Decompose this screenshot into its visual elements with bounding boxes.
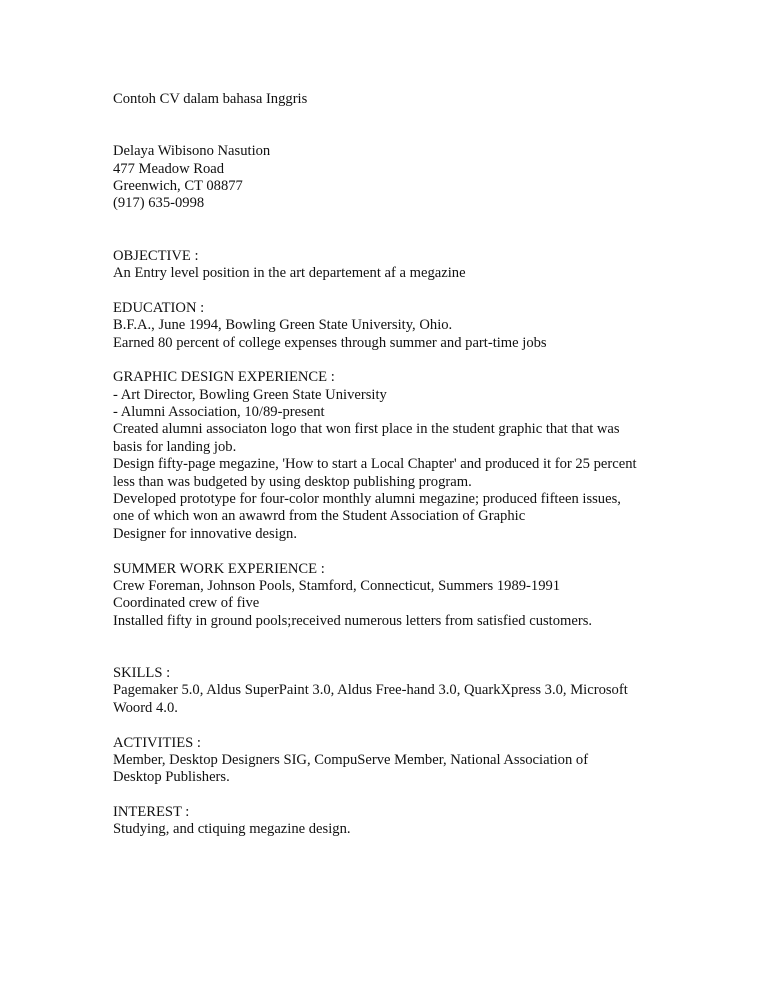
section-line: Studying, and ctiquing megazine design.: [113, 821, 351, 838]
contact-name: Delaya Wibisono Nasution: [113, 143, 271, 160]
document-title: Contoh CV dalam bahasa Inggris: [113, 91, 308, 107]
section-activities: [113, 735, 673, 787]
contact-phone: (917) 635-0998: [113, 195, 205, 212]
section-line: Earned 80 percent of college expenses through summer and part-time jobs: [113, 334, 547, 351]
spacer: [113, 630, 673, 665]
section-graphic-design-experience: [113, 369, 673, 543]
spacer: [113, 543, 673, 560]
spacer: [113, 282, 673, 299]
contact-city: Greenwich, CT 08877: [113, 177, 243, 194]
section-line: less than was budgeted by using desktop publishing program.: [113, 473, 472, 490]
section-line: Member, Desktop Designers SIG, CompuServe Member, National Association of: [113, 751, 589, 768]
section-line: Created alumni associaton logo that won first place in the student graphic that that was: [113, 421, 620, 438]
section-line: Installed fifty in ground pools;received numerous letters from satisfied customers.: [113, 612, 593, 629]
section-line: An Entry level position in the art departement af a megazine: [113, 264, 466, 281]
section-line: - Alumni Association, 10/89-present: [113, 404, 325, 421]
section-line: basis for landing job.: [113, 438, 237, 455]
section-heading: EDUCATION :: [113, 299, 205, 316]
section-line: Woord 4.0.: [113, 699, 178, 716]
section-interest: [113, 804, 673, 839]
spacer: [113, 352, 673, 369]
section-heading: OBJECTIVE :: [113, 247, 199, 264]
section-line: Coordinated crew of five: [113, 595, 260, 612]
section-heading: SKILLS :: [113, 664, 171, 681]
section-line: Desktop Publishers.: [113, 769, 230, 786]
spacer: [113, 787, 673, 804]
contact-block: [113, 143, 673, 213]
section-line: one of which won an awawrd from the Student Association of Graphic: [113, 508, 526, 525]
section-line: B.F.A., June 1994, Bowling Green State University, Ohio.: [113, 317, 453, 334]
section-summer-work-experience: [113, 561, 673, 631]
section-line: Crew Foreman, Johnson Pools, Stamford, Connecticut, Summers 1989-1991: [113, 577, 561, 594]
section-line: Pagemaker 5.0, Aldus SuperPaint 3.0, Aldus Free-hand 3.0, QuarkXpress 3.0, Microsoft: [113, 682, 628, 699]
section-education: [113, 300, 673, 352]
section-line: Design fifty-page megazine, 'How to start a Local Chapter' and produced it for 25 percent: [113, 456, 637, 473]
contact-street: 477 Meadow Road: [113, 160, 225, 177]
spacer: [113, 717, 673, 734]
section-heading: SUMMER WORK EXPERIENCE :: [113, 560, 325, 577]
section-heading: INTEREST :: [113, 804, 190, 821]
spacer: [113, 108, 673, 143]
section-heading: GRAPHIC DESIGN EXPERIENCE :: [113, 369, 335, 386]
spacer: [113, 213, 673, 248]
section-objective: [113, 248, 673, 283]
cv-document: [113, 91, 673, 839]
section-skills: [113, 665, 673, 717]
section-line: Designer for innovative design.: [113, 525, 297, 542]
section-line: - Art Director, Bowling Green State University: [113, 386, 387, 403]
section-heading: ACTIVITIES :: [113, 734, 201, 751]
section-line: Developed prototype for four-color monthly alumni megazine; produced fifteen issues,: [113, 491, 621, 508]
